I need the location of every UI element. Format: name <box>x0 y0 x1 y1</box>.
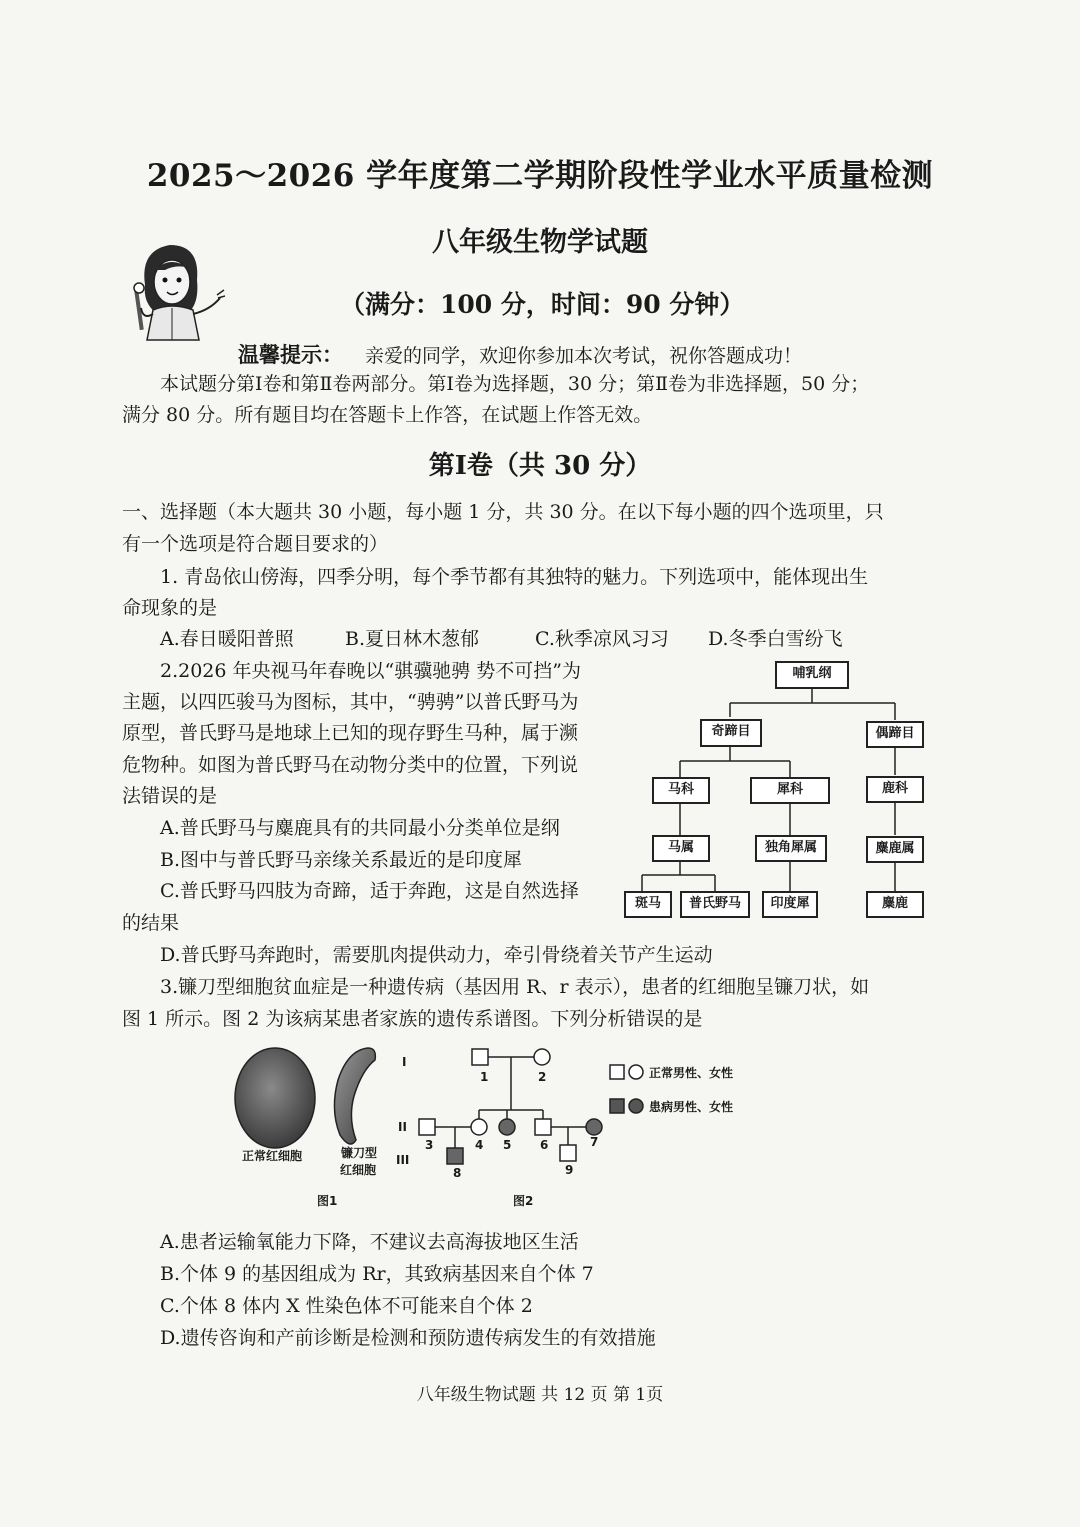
tree-node-cervidae: 鹿科 <box>866 776 924 803</box>
legend-affected-label: 患病男性、女性 <box>649 1100 734 1114</box>
exam-title: 2025～2026 学年度第二学期阶段性学业水平质量检测 <box>146 158 934 194</box>
warm-tip-label: 温馨提示： <box>238 342 343 367</box>
q1-option-d: D.冬季白雪纷飞 <box>708 628 843 650</box>
pedigree-id-7: 7 <box>590 1135 599 1149</box>
pedigree-id-1: 1 <box>480 1070 489 1084</box>
page-footer: 八年级生物试题 共 12 页 第 1页 <box>416 1385 664 1405</box>
q3-option-c: C.个体 8 体内 X 性染色体不可能来自个体 2 <box>160 1295 533 1317</box>
pedigree-gen-1: I <box>402 1055 407 1069</box>
intro-line-1: 本试题分第Ⅰ卷和第Ⅱ卷两部分。第Ⅰ卷为选择题，30 分；第Ⅱ卷为非选择题，50 分； <box>160 373 870 395</box>
q3-stem-line-2: 图 1 所示。图 2 为该病某患者家族的遗传系谱图。下列分析错误的是 <box>122 1008 703 1030</box>
tree-node-pere-davids-deer: 麋鹿 <box>866 891 924 918</box>
pedigree-id-4: 4 <box>475 1138 484 1152</box>
cartoon-teacher-icon <box>125 240 225 345</box>
q1-stem-line-1: 1. 青岛依山傍海，四季分明，每个季节都有其独特的魅力。下列选项中，能体现出生 <box>160 566 869 588</box>
pedigree-id-5: 5 <box>503 1138 512 1152</box>
normal-female-icon <box>629 1065 643 1079</box>
q2-stem-line-4: 危物种。如图为普氏野马在动物分类中的位置，下列说 <box>122 754 579 776</box>
q1-stem-line-2: 命现象的是 <box>122 597 218 619</box>
sickle-rbc-icon <box>334 1048 375 1144</box>
pedigree-id-3: 3 <box>425 1138 434 1152</box>
affected-female-icon <box>629 1099 643 1113</box>
tree-node-equidae: 马科 <box>652 777 710 804</box>
pedigree-id-2: 2 <box>538 1070 547 1084</box>
warm-tip <box>238 339 802 369</box>
pedigree-id-9: 9 <box>565 1163 574 1177</box>
q3-option-d: D.遗传咨询和产前诊断是检测和预防遗传病发生的有效措施 <box>160 1327 656 1349</box>
tree-node-zebra: 斑马 <box>624 891 672 918</box>
q2-stem-line-2: 主题，以四匹骏马为图标，其中，“骋骋”以普氏野马为 <box>122 691 579 713</box>
tree-node-perissodactyla: 奇蹄目 <box>700 719 762 747</box>
q1-option-c: C.秋季凉风习习 <box>535 628 669 650</box>
q2-option-c: C.普氏野马四肢为奇蹄，适于奔跑，这是自然选择 <box>160 880 579 902</box>
q1-option-b: B.夏日林木葱郁 <box>345 628 480 650</box>
q3-stem-line-1: 3.镰刀型细胞贫血症是一种遗传病（基因用 R、r 表示），患者的红细胞呈镰刀状，如 <box>160 976 870 998</box>
normal-rbc-label: 正常红细胞 <box>242 1149 303 1163</box>
fig2-caption: 图2 <box>513 1194 534 1208</box>
q2-option-b: B.图中与普氏野马亲缘关系最近的是印度犀 <box>160 849 523 871</box>
score-time-line: （满分：100 分，时间：90 分钟） <box>340 290 745 319</box>
q2-option-c-cont: 的结果 <box>122 912 180 934</box>
q3-option-b: B.个体 9 的基因组成为 Rr，其致病基因来自个体 7 <box>160 1263 594 1285</box>
q2-option-d: D.普氏野马奔跑时，需要肌肉提供动力，牵引骨绕着关节产生运动 <box>160 944 713 966</box>
pedigree-id-6: 6 <box>540 1138 549 1152</box>
pedigree-chart <box>395 1040 610 1185</box>
q2-stem-line-3: 原型，普氏野马是地球上已知的现存野生马种，属于濒 <box>122 722 579 744</box>
tree-node-rhinocerotidae: 犀科 <box>750 777 830 804</box>
section-title: 第Ⅰ卷（共 30 分） <box>428 451 652 481</box>
instructions-line-1: 一、选择题（本大题共 30 小题，每小题 1 分，共 30 分。在以下每小题的四个选项里，只 <box>122 501 884 523</box>
tree-node-artiodactyla: 偶蹄目 <box>866 721 924 748</box>
pedigree-gen-2: II <box>398 1120 407 1134</box>
fig1-caption: 图1 <box>317 1194 338 1208</box>
normal-male-icon <box>610 1065 624 1079</box>
pedigree-id-8: 8 <box>453 1166 462 1180</box>
exam-subtitle: 八年级生物学试题 <box>432 227 648 258</box>
legend-normal-label: 正常男性、女性 <box>649 1066 734 1080</box>
tree-node-mammalia: 哺乳纲 <box>775 661 849 689</box>
tree-node-indian-rhino: 印度犀 <box>762 891 818 918</box>
q2-stem-line-1: 2.2026 年央视马年春晚以“骐骥驰骋 势不可挡”为 <box>160 660 581 682</box>
sickle-rbc-label-2: 红细胞 <box>340 1163 377 1177</box>
q2-stem-line-5: 法错误的是 <box>122 785 218 807</box>
q2-option-a: A.普氏野马与麋鹿具有的共同最小分类单位是纲 <box>160 817 560 839</box>
intro-line-2: 满分 80 分。所有题目均在答题卡上作答，在试题上作答无效。 <box>122 404 653 426</box>
tree-node-equus: 马属 <box>652 835 710 862</box>
pedigree-legend-symbols <box>608 1062 648 1122</box>
pedigree-gen-3: III <box>396 1153 410 1167</box>
tree-node-rhinoceros: 独角犀属 <box>755 835 827 862</box>
q1-option-a: A.春日暖阳普照 <box>160 628 294 650</box>
tree-node-przewalski-horse: 普氏野马 <box>680 891 750 918</box>
instructions-line-2: 有一个选项是符合题目要求的） <box>122 533 389 555</box>
affected-male-icon <box>610 1099 624 1113</box>
q3-option-a: A.患者运输氧能力下降，不建议去高海拔地区生活 <box>160 1231 579 1253</box>
tree-node-elaphurus: 麋鹿属 <box>866 836 924 863</box>
normal-rbc-icon <box>235 1048 315 1148</box>
sickle-rbc-label-1: 镰刀型 <box>341 1146 378 1160</box>
warm-tip-text: 亲爱的同学，欢迎你参加本次考试，祝你答题成功！ <box>365 345 803 367</box>
